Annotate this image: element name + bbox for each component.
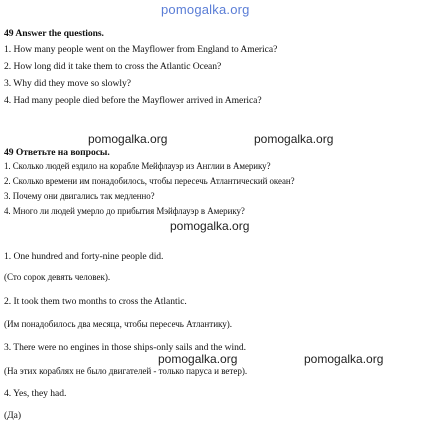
russian-question-2: 2. Сколько времени им понадобилось, чтобы пересечь Атлантический океан? bbox=[4, 176, 295, 187]
answer-4-translation: (Да) bbox=[4, 410, 21, 421]
english-question-4: 4. Had many people died before the Mayflower arrived in America? bbox=[4, 95, 262, 106]
answer-2: 2. It took them two months to cross the Atlantic. bbox=[4, 296, 187, 307]
site-watermark-header: pomogalka.org bbox=[161, 2, 250, 17]
site-watermark-mid-right: pomogalka.org bbox=[254, 132, 334, 146]
site-watermark-low-left: pomogalka.org bbox=[158, 352, 238, 366]
russian-question-1: 1. Сколько людей ездило на корабле Мейфлауэр из Англии в Америку? bbox=[4, 161, 271, 172]
russian-heading: 49 Ответьте на вопросы. bbox=[4, 147, 110, 158]
site-watermark-mid-left: pomogalka.org bbox=[88, 132, 168, 146]
english-question-2: 2. How long did it take them to cross the Atlantic Ocean? bbox=[4, 61, 222, 72]
answer-3: 3. There were no engines in those ships-only sails and the wind. bbox=[4, 342, 247, 353]
russian-question-4: 4. Много ли людей умерло до прибытия Мэйфлауэр в Америку? bbox=[4, 206, 245, 217]
english-question-3: 3. Why did they move so slowly? bbox=[4, 78, 131, 89]
russian-question-3: 3. Почему они двигались так медленно? bbox=[4, 191, 155, 202]
english-question-1: 1. How many people went on the Mayflower from England to America? bbox=[4, 44, 278, 55]
site-watermark-low-right: pomogalka.org bbox=[304, 352, 384, 366]
english-heading: 49 Answer the questions. bbox=[4, 28, 104, 39]
answer-3-translation: (На этих кораблях не было двигателей - только паруса и ветер). bbox=[4, 366, 248, 377]
site-watermark-mid-center: pomogalka.org bbox=[170, 219, 250, 233]
answer-4: 4. Yes, they had. bbox=[4, 388, 67, 399]
answer-1-translation: (Сто сорок девять человек). bbox=[4, 272, 111, 283]
answer-1: 1. One hundred and forty-nine people did. bbox=[4, 251, 164, 262]
answer-2-translation: (Им понадобилось два месяца, чтобы пересечь Атлантику). bbox=[4, 319, 233, 330]
